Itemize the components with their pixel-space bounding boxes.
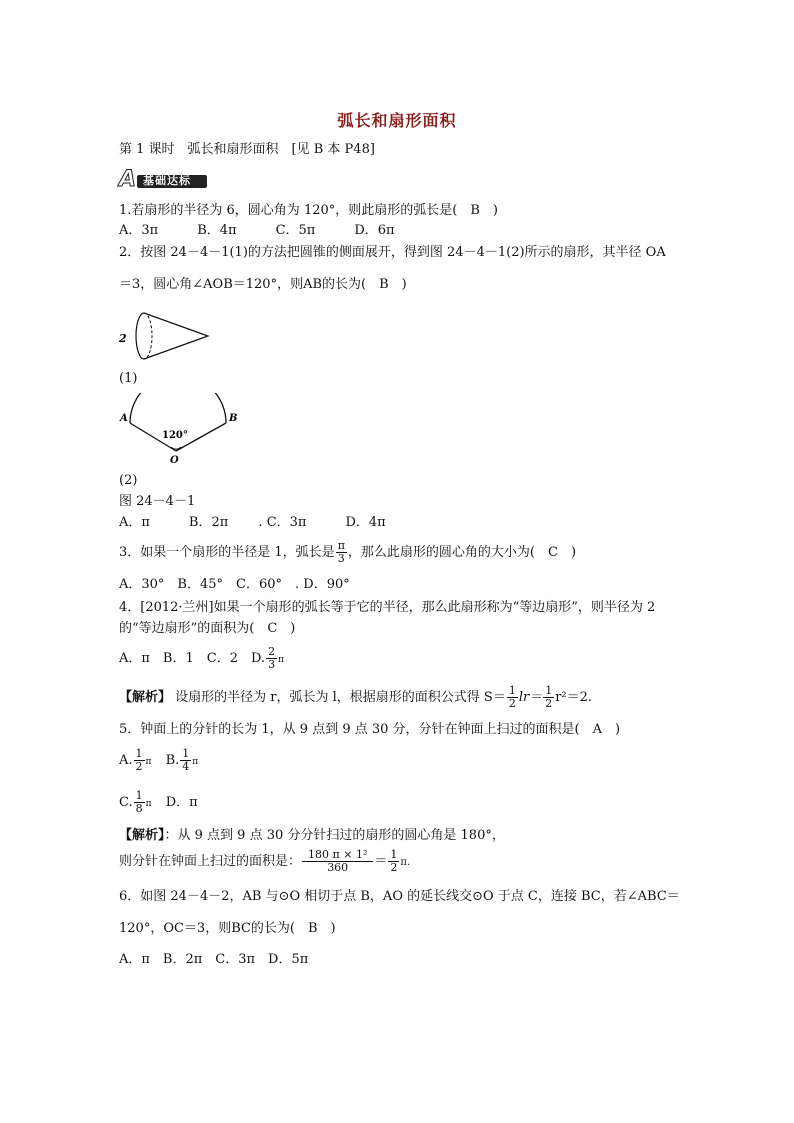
q4-analysis-text: 设扇形的半径为 r，弧长为 l，根据扇形的面积公式得 S＝	[171, 690, 506, 705]
q5-analysis-text2: 则分针在钟面上扫过的面积是：	[119, 854, 302, 869]
q4-analysis-frac2	[543, 685, 554, 710]
frac-den: 2	[390, 861, 398, 874]
frac-den: 2	[135, 760, 143, 773]
fig-caption: 图 24－4－1	[119, 494, 196, 509]
q4-analysis	[119, 684, 592, 712]
q6-options: A．π B．2π C．3π D．5π	[119, 952, 309, 967]
page-title: 弧长和扇形面积	[337, 111, 457, 130]
frac-den: 2	[545, 697, 553, 710]
cone-side-label: 2	[119, 332, 127, 345]
frac-den: 4	[182, 760, 190, 773]
q1-options: A．3π B．4π C．5π D．6π	[119, 223, 395, 238]
q5-option-c-fraction	[134, 790, 145, 815]
q3-frac-num: π	[337, 539, 345, 552]
cone-drawing	[136, 313, 208, 359]
q5-analysis-equals: ＝	[374, 854, 388, 869]
q4-line2: 的“等边扇形”的面积为( C )	[119, 621, 296, 636]
q3-fraction	[336, 540, 347, 565]
q4-frac-den: 3	[268, 658, 276, 671]
q5-option-a-fraction	[134, 748, 145, 773]
q5-option-a: A.	[119, 753, 133, 768]
q4-options-text: A．π B．1 C．2 D.	[119, 651, 266, 666]
q5-options-cd	[119, 788, 198, 819]
q4-option-d-fraction	[266, 646, 277, 671]
frac-num: 1	[135, 789, 143, 802]
q5-analysis-frac-result	[388, 849, 399, 874]
sector-angle-label: 120°	[162, 430, 188, 441]
frac-den: 2	[508, 697, 516, 710]
q5-analysis-frac-main	[302, 849, 373, 874]
sector-label-o: O	[170, 455, 179, 465]
q5-option-c-pi: π	[145, 799, 152, 809]
q5-option-b-pi: π	[192, 757, 199, 767]
q5-option-a-pi: π	[145, 757, 152, 767]
frac-num: 1	[508, 684, 516, 697]
q6-line1: 6．如图 24－4－2，AB 与⊙O 相切于点 B，AO 的延长线交⊙O 于点 C，连接 BC，若∠ABC＝	[119, 889, 680, 904]
q1-stem: 1.若扇形的半径为 6，圆心角为 120°，则此扇形的弧长是( B )	[119, 203, 498, 218]
q5-option-c: C.	[119, 795, 133, 810]
frac-den: 360	[327, 861, 349, 874]
q4-analysis-mid: lr＝	[518, 690, 543, 705]
q4-analysis-frac1	[507, 685, 518, 710]
sector-figure	[116, 393, 246, 465]
q2-line2: ＝3，圆心角∠AOB＝120°，则AB的长为( B )	[119, 277, 407, 292]
fig2-label: (2)	[119, 473, 138, 488]
section-badge	[119, 169, 213, 191]
frac-num: 1	[182, 747, 190, 760]
q5-stem: 5．钟面上的分针的长为 1，从 9 点到 9 点 30 分，分针在钟面上扫过的面积是( A )	[119, 722, 621, 737]
q3-stem-end: ，那么此扇形的圆心角的大小为( C )	[347, 545, 577, 560]
cone-figure	[116, 305, 216, 365]
frac-den: 8	[135, 802, 143, 815]
q5-analysis-tail: π.	[400, 857, 411, 868]
q4-analysis-tail: r²＝2.	[555, 690, 593, 705]
sector-label-b: B	[229, 413, 238, 424]
q2-options: A．π B．2π . C．3π D．4π	[119, 515, 386, 530]
badge-text: 基础达标	[143, 174, 191, 187]
badge-letter: A	[119, 167, 137, 192]
q3-stem-start: 3．如果一个扇形的半径是 1，弧长是	[119, 545, 335, 560]
frac-num: 1	[545, 684, 553, 697]
q6-line2: 120°，OC＝3，则BC的长为( B )	[119, 921, 336, 936]
q4-frac-num: 2	[268, 645, 276, 658]
q5-option-d: D．π	[165, 795, 198, 810]
q5-options-ab	[119, 746, 198, 777]
frac-num: 1	[390, 848, 398, 861]
q5-analysis-text: ：从 9 点到 9 点 30 分分针扫过的扇形的圆心角是 180°，	[164, 828, 505, 843]
q3-frac-den: 3	[337, 552, 345, 565]
frac-num: 180 π × 1²	[302, 849, 373, 862]
q5-analysis-line1	[119, 828, 505, 844]
sector-drawing	[130, 393, 226, 451]
q4-line1: 4．[2012·兰州]如果一个扇形的弧长等于它的半径，那么此扇形称为“等边扇形”，则半径为 2	[119, 600, 656, 615]
frac-num: 1	[135, 747, 143, 760]
q5-option-b-fraction	[180, 748, 191, 773]
q5-option-b: B.	[165, 753, 180, 768]
q3-stem	[119, 539, 576, 567]
q4-analysis-label: 【解析】	[119, 690, 172, 705]
fig1-label: (1)	[119, 371, 138, 386]
lesson-header: 第 1 课时 弧长和扇形面积 [见 B 本 P48]	[119, 142, 375, 157]
q5-analysis-label: 【解析】	[119, 828, 165, 843]
q3-options: A．30° B．45° C．60° . D．90°	[119, 577, 350, 592]
q4-options	[119, 644, 284, 675]
q2-line1: 2．按图 24－4－1(1)的方法把圆锥的侧面展开，得到图 24－4－1(2)所示的扇形，其半径 OA	[119, 245, 666, 260]
q4-frac-pi: π	[278, 655, 284, 665]
q5-analysis-line2	[119, 846, 410, 879]
sector-label-a: A	[120, 413, 128, 424]
